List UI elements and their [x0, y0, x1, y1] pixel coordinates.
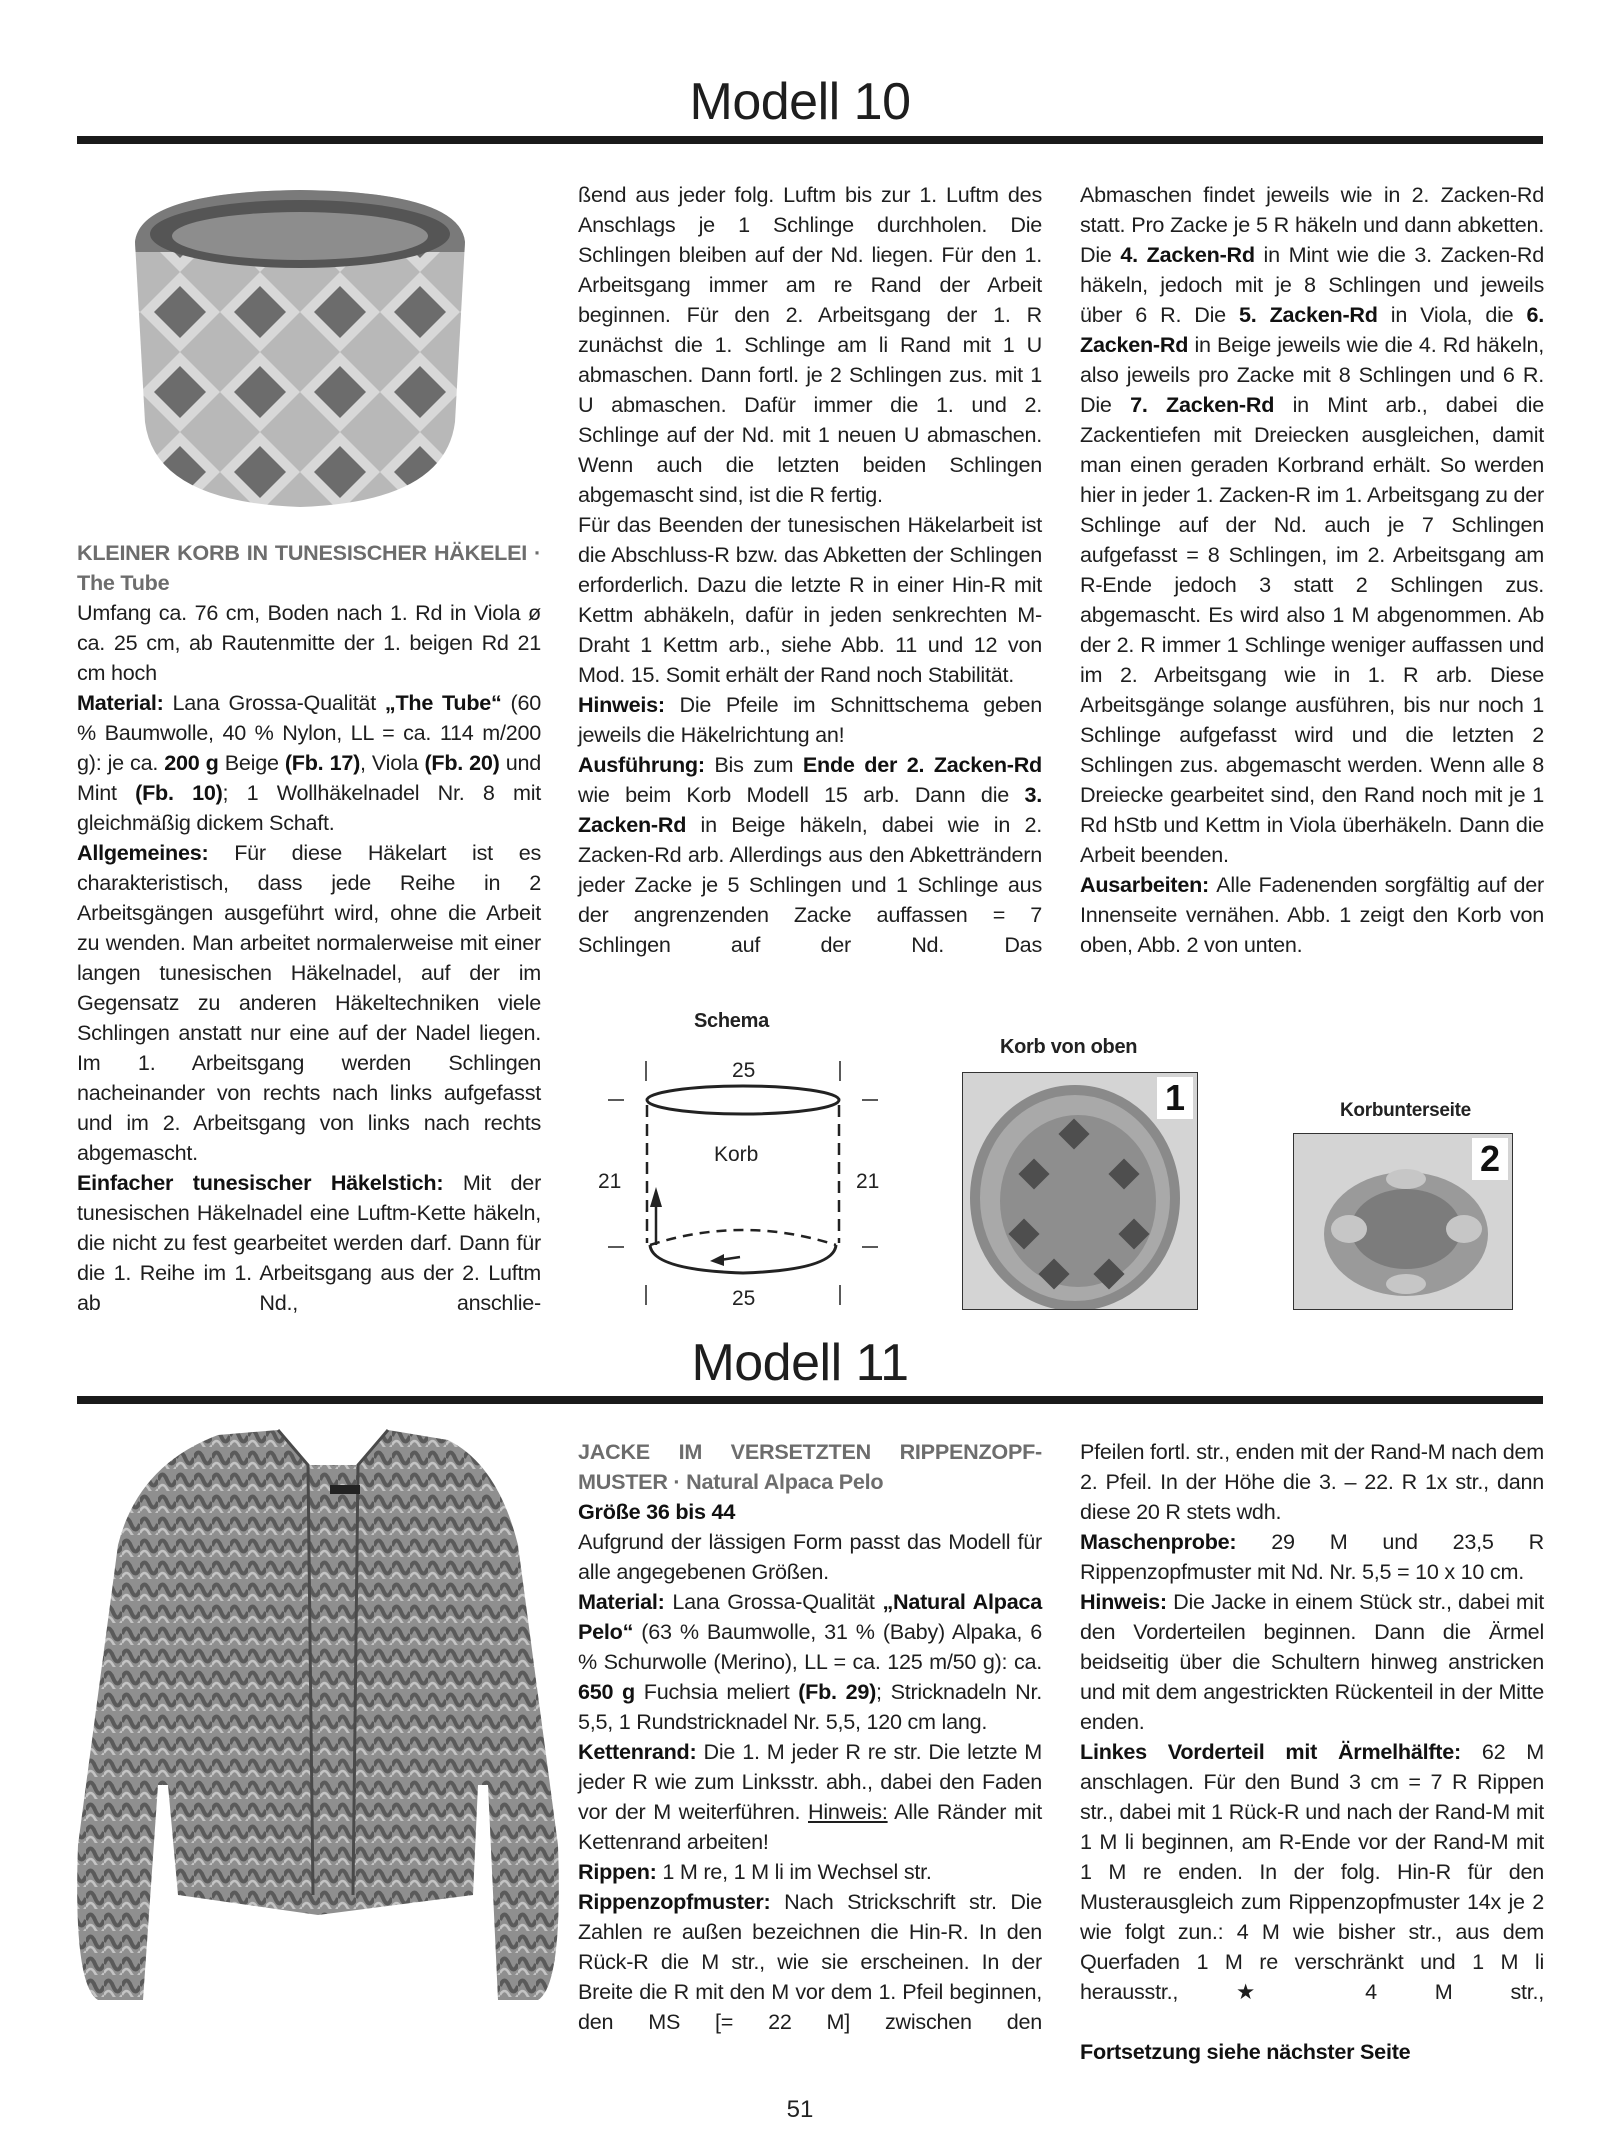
text: Umfang ca. 76 cm, Boden nach 1. Rd in Viola ø ca. 25 cm, ab Rautenmitte der 1. beigen Rd 21 cm hoch — [77, 600, 541, 685]
text: Lana Grossa-Qualität — [172, 690, 385, 715]
paragraph — [578, 1527, 1042, 1587]
text: wie beim Korb Modell 15 arb. Dann die — [578, 782, 1025, 807]
basket-top-photo — [962, 1072, 1198, 1310]
paragraph — [1080, 180, 1544, 870]
bold-text: 5. Zacken-Rd — [1239, 302, 1378, 327]
text: JACKE IM VERSETZTEN RIPPENZOPF-MUSTER · Natural Alpaca Pelo — [578, 1439, 1042, 1494]
paragraph — [77, 598, 541, 688]
paragraph — [1080, 2007, 1544, 2037]
bold-text: Material: — [578, 1589, 673, 1614]
bold-text: Rippen: — [578, 1859, 663, 1884]
text: Alle Ränder mit Kettenrand arbeiten! — [578, 1799, 1043, 1854]
model-11-title: Modell 11 — [691, 1334, 909, 1392]
paragraph — [578, 1887, 1042, 2037]
text: Größe 36 bis 44 — [578, 1499, 736, 1524]
model-11-column-3 — [1080, 1437, 1544, 2067]
text: ; Stricknadeln Nr. 5,5, 1 Rundstricknadel Nr. 5,5, 120 cm lang. — [578, 1679, 1043, 1734]
bold-text: „The Tube“ — [384, 690, 502, 715]
paragraph — [578, 510, 1042, 690]
bold-text: Hinweis: — [1080, 1589, 1174, 1614]
schema-bottom-width: 25 — [732, 1287, 756, 1310]
paragraph — [1080, 1437, 1544, 1527]
bold-text: 7. Zacken-Rd — [1130, 392, 1275, 417]
model-11-column-2 — [578, 1437, 1042, 2037]
paragraph — [578, 1857, 1042, 1887]
schema-diagram — [590, 1045, 890, 1315]
text: in Mint arb., dabei die Zackentiefen mit Dreiecken ausgleichen, damit man einen geraden Korbrand erhält. So werden hier in jeder 1. Zacken-R im 1. Arbeitsgang zu der Schlinge auf der Nd. auch je 7 Schlingen aufgefasst = 8 Schlingen, im 2. Arbeitsgang am R-Ende jedoch 3 statt 2 Schlingen zus. abgemascht. Es wird also 1 M abgenommen. Ab der 2. R immer 1 Schlinge weniger auffassen und im 2. Arbeitsgang wie in 1. R arb. Diese Arbeitsgänge solange ausführen, bis nur noch 1 Schlinge aufgefasst wird und die letzten 2 Schlingen zus. abgemascht werden. Wenn alle 8 Dreiecke gearbeitet sind, den Rand noch mit je 1 Rd hStb und Kettm in Viola überhäkeln. Dann die Arbeit beenden. — [1080, 392, 1544, 867]
paragraph — [77, 1168, 541, 1318]
bold-text: Hinweis: — [578, 692, 680, 717]
paragraph — [77, 838, 541, 1168]
text: KLEINER KORB IN TUNESISCHER HÄKELEI · The Tube — [77, 540, 541, 595]
bold-text: Allgemeines: — [77, 840, 235, 865]
text: Abmaschen findet jeweils wie in 2. Zacken-Rd statt. Pro Zacke je 5 R häkeln und dann abketten. Die — [1080, 182, 1544, 267]
text: , Viola — [360, 750, 425, 775]
bold-text: 6. Zacken-Rd — [1080, 302, 1544, 357]
bold-text: Fortsetzung siehe nächster Seite — [1080, 2039, 1411, 2064]
paragraph — [578, 180, 1042, 510]
divider-rule — [77, 136, 1543, 144]
text: Aufgrund der lässigen Form passt das Modell für alle angegebenen Größen. — [578, 1529, 1042, 1584]
bold-text: Maschenprobe: — [1080, 1529, 1272, 1554]
schema-right-height: 21 — [856, 1170, 880, 1193]
text: Die Pfeile im Schnittschema geben jeweils die Häkelrichtung an! — [578, 692, 1042, 747]
text: Die 1. M jeder R re str. Die letzte M jeder R wie zum Linksstr. abh., dabei den Faden vor der M weiterführen. — [578, 1739, 1043, 1824]
bold-text: Kettenrand: — [578, 1739, 704, 1764]
bold-text: 3. Zacken-Rd — [578, 782, 1042, 837]
text: 1 M re, 1 M li im Wechsel str. — [662, 1859, 932, 1884]
paragraph — [1080, 1737, 1544, 2007]
up-arrow-icon — [650, 1187, 662, 1207]
section-heading — [77, 538, 541, 598]
paragraph — [1080, 1527, 1544, 1587]
text: in Beige häkeln, dabei wie in 2. Zacken-Rd arb. Allerdings aus den Abketträndern jeder Zacke je 5 Schlingen und 1 Schlinge aus der angrenzenden Zacke auffassen = 7 Schlingen auf der Nd. Das — [578, 812, 1042, 957]
paragraph — [1080, 870, 1544, 960]
paragraph — [578, 750, 1042, 960]
bold-text: (Fb. 20) — [424, 750, 500, 775]
text: in Beige jeweils wie die 4. Rd häkeln, also jeweils pro Zacke mit 8 Schlingen und 6 R. Die — [1080, 332, 1544, 417]
schema-center-label: Korb — [714, 1143, 759, 1166]
text: ßend aus jeder folg. Luftm bis zur 1. Luftm des Anschlags je 1 Schlinge durchholen. Die Schlingen bleiben auf der Nd. liegen. Für den 1. Arbeitsgang immer am re Rand der Arbeit beginnen. Für den 2. Arbeitsgang der 1. R zunächst die 1. Schlinge am li Rand mit 1 U abmaschen. Dann fortl. je 2 Schlingen zus. mit 1 U abmaschen. Dafür immer die 1. und 2. Schlinge auf der Nd. mit 1 neuen U abmaschen. Wenn auch die letzten beiden Schlingen abgemascht sind, ist die R fertig. — [578, 182, 1042, 507]
bold-text: Material: — [77, 690, 173, 715]
text: 29 M und 23,5 R Rippenzopfmuster mit Nd. Nr. 5,5 = 10 x 10 cm. — [1080, 1529, 1544, 1584]
text: Alle Fadenenden sorgfältig auf der Innenseite vernähen. Abb. 1 zeigt den Korb von oben, Abb. 2 von unten. — [1080, 872, 1544, 957]
bold-text: Ende der 2. Zacken-Rd — [802, 752, 1042, 777]
text: und Mint — [77, 750, 542, 805]
bold-text: Linkes Vorderteil mit Ärmelhälfte: — [1080, 1739, 1482, 1764]
model-10-column-3 — [1080, 180, 1544, 960]
bold-text: (Fb. 17) — [284, 750, 361, 775]
text: in Mint wie die 3. Zacken-Rd häkeln, jedoch mit je 8 Schlingen und jeweils über 6 R. Die — [1080, 242, 1544, 327]
photo-1-caption: Korb von oben — [1000, 1036, 1138, 1058]
text: Die Jacke in einem Stück str., dabei mit den Vorderteilen beginnen. Dann die Ärmel beidseitig über die Schultern hinweg anstricken und mit dem angestrickten Rückenteil in der Mitte enden. — [1080, 1589, 1544, 1734]
paragraph — [77, 688, 541, 838]
cardigan-photo — [68, 1425, 568, 2005]
divider-rule — [77, 1396, 1543, 1404]
photo-2-caption: Korbunterseite — [1340, 1100, 1471, 1121]
section-heading — [578, 1437, 1042, 1497]
bold-text: (Fb. 29) — [798, 1679, 877, 1704]
basket-photo — [125, 172, 475, 512]
text: Fuchsia meliert — [635, 1679, 799, 1704]
page-number: 51 — [786, 2096, 814, 2123]
model-10-column-1 — [77, 538, 541, 1318]
paragraph — [578, 1587, 1042, 1737]
schema-top-width: 25 — [732, 1059, 756, 1082]
text: ; 1 Wollhäkelnadel Nr. 8 mit gleichmäßig dickem Schaft. — [77, 780, 542, 835]
text: Beige — [218, 750, 285, 775]
text: Lana Grossa-Qualität — [672, 1589, 883, 1614]
text: Für diese Häkelart ist es charakteristisch, dass jede Reihe in 2 Arbeitsgängen ausgeführt wird, ohne die Arbeit zu wenden. Man arbeitet normalerweise mit einer langen tunesischen Häkelnadel, auf der im Gegensatz zu anderen Häkeltechniken viele Schlingen anstatt nur eine auf der Nadel liegen. Im 1. Arbeitsgang werden Schlingen nacheinander von rechts nach links aufgefasst und im 2. Arbeitsgang von links nach rechts abgemascht. — [77, 840, 541, 1165]
basket-bottom-photo — [1293, 1133, 1513, 1310]
bold-text: „Natural Alpaca Pelo“ — [578, 1589, 1042, 1644]
bold-text: Ausarbeiten: — [1080, 872, 1217, 897]
underlined-text: Hinweis: — [808, 1799, 888, 1824]
paragraph — [578, 1737, 1042, 1857]
bold-text: 200 g — [164, 750, 219, 775]
schema-left-height: 21 — [598, 1170, 622, 1193]
photo-2-number: 2 — [1472, 1138, 1508, 1180]
model-10-column-2 — [578, 180, 1042, 960]
text: Für das Beenden der tunesischen Häkelarbeit ist die Abschluss-R bzw. das Abketten der Schlingen erforderlich. Dazu die letzte R in einer Hin-R mit Kettm abhäkeln, dafür in jeden senkrechten M-Draht 1 Kettm arb., siehe Abb. 11 und 12 von Mod. 15. Somit erhält der Rand noch Stabilität. — [578, 512, 1042, 687]
bold-text: Ausführung: — [578, 752, 715, 777]
model-10-title: Modell 10 — [689, 73, 911, 131]
text: (63 % Baumwolle, 31 % (Baby) Alpaka, 6 % Schurwolle (Merino), LL = ca. 125 m/50 g): ca. — [578, 1619, 1042, 1674]
bold-text: Rippenzopfmuster: — [578, 1889, 785, 1914]
bold-text: Einfacher tunesischer Häkelstich: — [77, 1170, 463, 1195]
paragraph — [578, 1497, 1042, 1527]
text: Mit der tunesischen Häkelnadel eine Luftm-Kette häkeln, die nicht zu fest gearbeitet werden darf. Dann für die 1. Reihe im 1. Arbeitsgang aus der 2. Luftm ab Nd., anschlie- — [77, 1170, 542, 1315]
text: (60 % Baumwolle, 40 % Nylon, LL = ca. 114 m/200 g): je ca. — [77, 690, 541, 775]
schema-label: Schema — [694, 1010, 769, 1032]
text: Bis zum — [714, 752, 803, 777]
text: in Viola, die — [1377, 302, 1527, 327]
paragraph — [1080, 2037, 1544, 2067]
text: Nach Strickschrift str. Die Zahlen re außen bezeichnen die Hin-R. In den Rück-R die M str., wie sie erscheinen. In der Breite die R mit den M vor dem 1. Pfeil beginnen, den MS [= 22 M] zwischen den — [578, 1889, 1042, 2034]
bold-text: (Fb. 10) — [135, 780, 223, 805]
left-arrow-icon — [710, 1254, 724, 1266]
paragraph — [1080, 1587, 1544, 1737]
paragraph — [578, 690, 1042, 750]
text: Pfeilen fortl. str., enden mit der Rand-M nach dem 2. Pfeil. In der Höhe die 3. – 22. R 1x str., dann diese 20 R stets wdh. — [1080, 1439, 1544, 1524]
bold-text: 650 g — [578, 1679, 635, 1704]
bold-text: 4. Zacken-Rd — [1120, 242, 1255, 267]
text: 62 M anschlagen. Für den Bund 3 cm = 7 R Rippen str., dabei mit 1 Rück-R und nach der Rand-M mit 1 M li beginnen, am R-Ende vor der Rand-M mit 1 M re enden. In der folg. Hin-R für den Musterausgleich zum Rippenzopfmuster 14x je 2 wie folgt zun.: 4 M wie bisher str., aus dem Querfaden 1 M re verschränkt und 1 M li herausstr., ★ 4 M str., — [1080, 1739, 1544, 2004]
photo-1-number: 1 — [1157, 1077, 1193, 1119]
